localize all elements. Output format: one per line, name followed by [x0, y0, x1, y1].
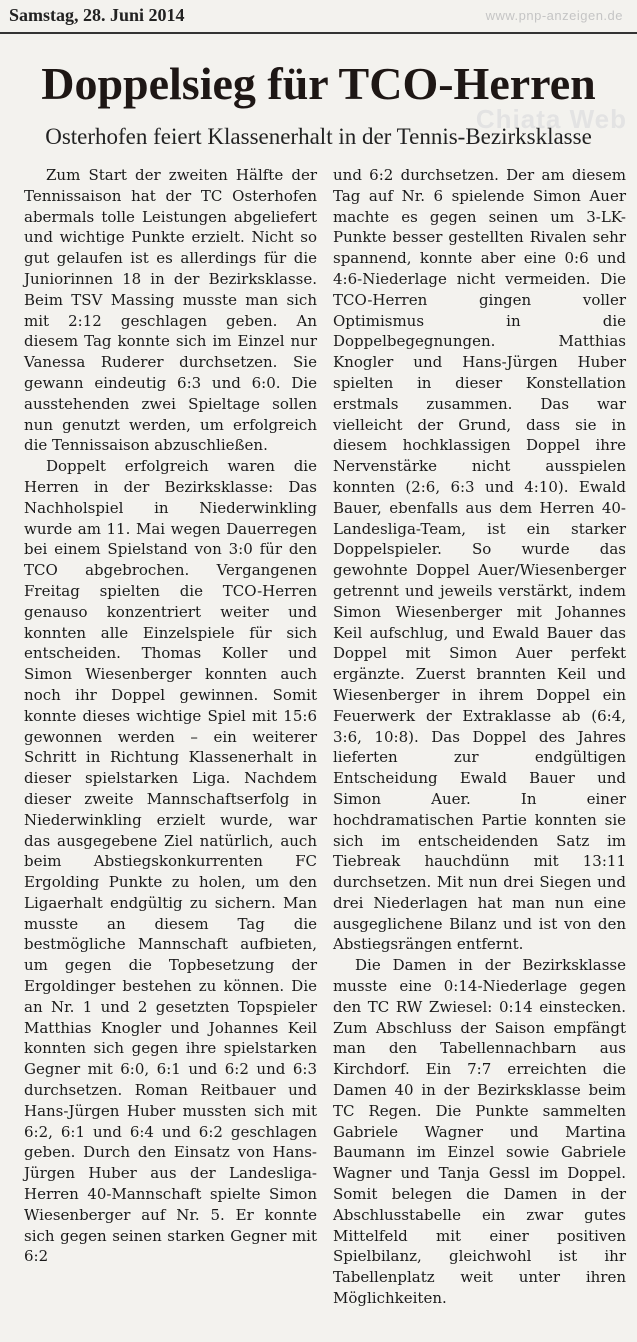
paragraph-juniorinnen: Zum Start der zweiten Hälfte der Tennissaison hat der TC Osterhofen abermals tolle Leistungen abgeliefert und wichtige Punkte erzielt. Nicht so gut gelaufen ist es allerdings für die Juniorinnen 18 in der Bezirksklasse. Beim TSV Massing musste man sich mit 2:12 geschlagen geben. An diesem Tag konnte sich im Einzel nur Vanessa Ruderer durchsetzen. Sie gewann eindeutig 6:3 und 6:0. Die ausstehenden zwei Spieltage sollen nun genutzt werden, um erfolgreich die Tennissaison abzuschließen. [24, 166, 317, 455]
left-column [24, 165, 317, 1267]
header-divider [0, 32, 637, 34]
publication-date: Samstag, 28. Juni 2014 [9, 5, 185, 25]
paragraph-herren-continued: und 6:2 durchsetzen. Der am diesem Tag auf Nr. 6 spielende Simon Auer machte es gegen seinen um 3-LK-Punkte besser gestellten Rivalen sehr spannend, konnte aber eine 0:6 und 4:6-Niederlage nicht vermeiden. Die TCO-Herren gingen voller Optimismus in die Doppelbegegnungen. Matthias Knogler und Hans-Jürgen Huber spielten in dieser Konstellation erstmals zusammen. Das war vielleicht der Grund, dass sie in diesem hochklassigen Doppel ihre Nervenstärke nicht ausspielen konnten (2:6, 6:3 und 4:10). Ewald Bauer, ebenfalls aus dem Herren 40-Landesliga-Team, ist ein starker Doppelspieler. So wurde das gewohnte Doppel Auer/Wiesenberger getrennt und jeweils verstärkt, indem Simon Wiesenberger mit Johannes Keil aufschlug, und Ewald Bauer das Doppel mit Simon Auer perfekt ergänzte. Zuerst brannten Keil und Wiesenberger in ihrem Doppel ein Feuerwerk der Extraklasse ab (6:4, 3:6, 10:8). Das Doppel des Jahres lieferten zur endgültigen Entscheidung Ewald Bauer und Simon Auer. In einer hochdramatischen Partie konnten sie sich im entscheidenden Satz im Tiebreak hauchdünn mit 13:11 durchsetzen. Mit nun drei Siegen und drei Niederlagen hat man nun eine ausgeglichene Bilanz und ist von den Abstiegsrängen entfernt. [333, 166, 626, 954]
article-headline: Doppelsieg für TCO-Herren [41, 58, 596, 109]
source-url: www.pnp-anzeigen.de [485, 8, 623, 23]
paragraph-herren: Doppelt erfolgreich waren die Herren in der Bezirksklasse: Das Nachholspiel in Niederwinkling wurde am 11. Mai wegen Dauerregen bei einem Spielstand von 3:0 für den TCO abgebrochen. Vergangenen Freitag spielten die TCO-Herren genauso konzentriert weiter und konnten alle Einzelspiele für sich entscheiden. Thomas Koller und Simon Wiesenberger konnten auch noch ihr Doppel gewinnen. Somit konnte dieses wichtige Spiel mit 15:6 gewonnen werden – ein weiterer Schritt in Richtung Klassenerhalt in dieser spielstarken Liga. Nachdem dieser zweite Mannschaftserfolg in Niederwinkling erzielt wurde, war das ausgegebene Ziel natürlich, auch beim Abstiegskonkurrenten FC Ergolding Punkte zu holen, um den Ligaerhalt endgültig zu sichern. Man musste an diesem Tag die bestmögliche Mannschaft aufbieten, um gegen die Topbesetzung der Ergoldinger bestehen zu können. Die an Nr. 1 und 2 gesetzten Topspieler Matthias Knogler und Johannes Keil konnten sich gegen ihre spielstarken Gegner mit 6:0, 6:1 und 6:2 und 6:3 durchsetzen. Roman Reitbauer und Hans-Jürgen Huber mussten sich mit 6:2, 6:1 und 6:4 und 6:2 geschlagen geben. Durch den Einsatz von Hans-Jürgen Huber aus der Landesliga-Herren 40-Mannschaft spielte Simon Wiesenberger auf Nr. 5. Er konnte sich gegen seinen starken Gegner mit 6:2 [24, 457, 317, 1266]
right-column [333, 165, 626, 1309]
bleed-through-text: Chiata Web [475, 104, 627, 134]
paragraph-damen: Die Damen in der Bezirksklasse musste eine 0:14-Niederlage gegen den TC RW Zwiesel: 0:14 einstecken. Zum Abschluss der Saison empfängt man den Tabellennachbarn aus Kirchdorf. Ein 7:7 erreichten die Damen 40 in der Bezirksklasse beim TC Regen. Die Punkte sammelten Gabriele Wagner und Martina Baumann im Einzel sowie Gabriele Wagner und Tanja Gessl im Doppel. Somit belegen die Damen in der Abschlusstabelle ein zwar gutes Mittelfeld mit einer positiven Spielbilanz, gleichwohl ist ihr Tabellenplatz weit unter ihren Möglichkeiten. [333, 956, 626, 1308]
article-subheadline: Osterhofen feiert Klassenerhalt in der Tennis-Bezirksklasse [45, 124, 592, 149]
